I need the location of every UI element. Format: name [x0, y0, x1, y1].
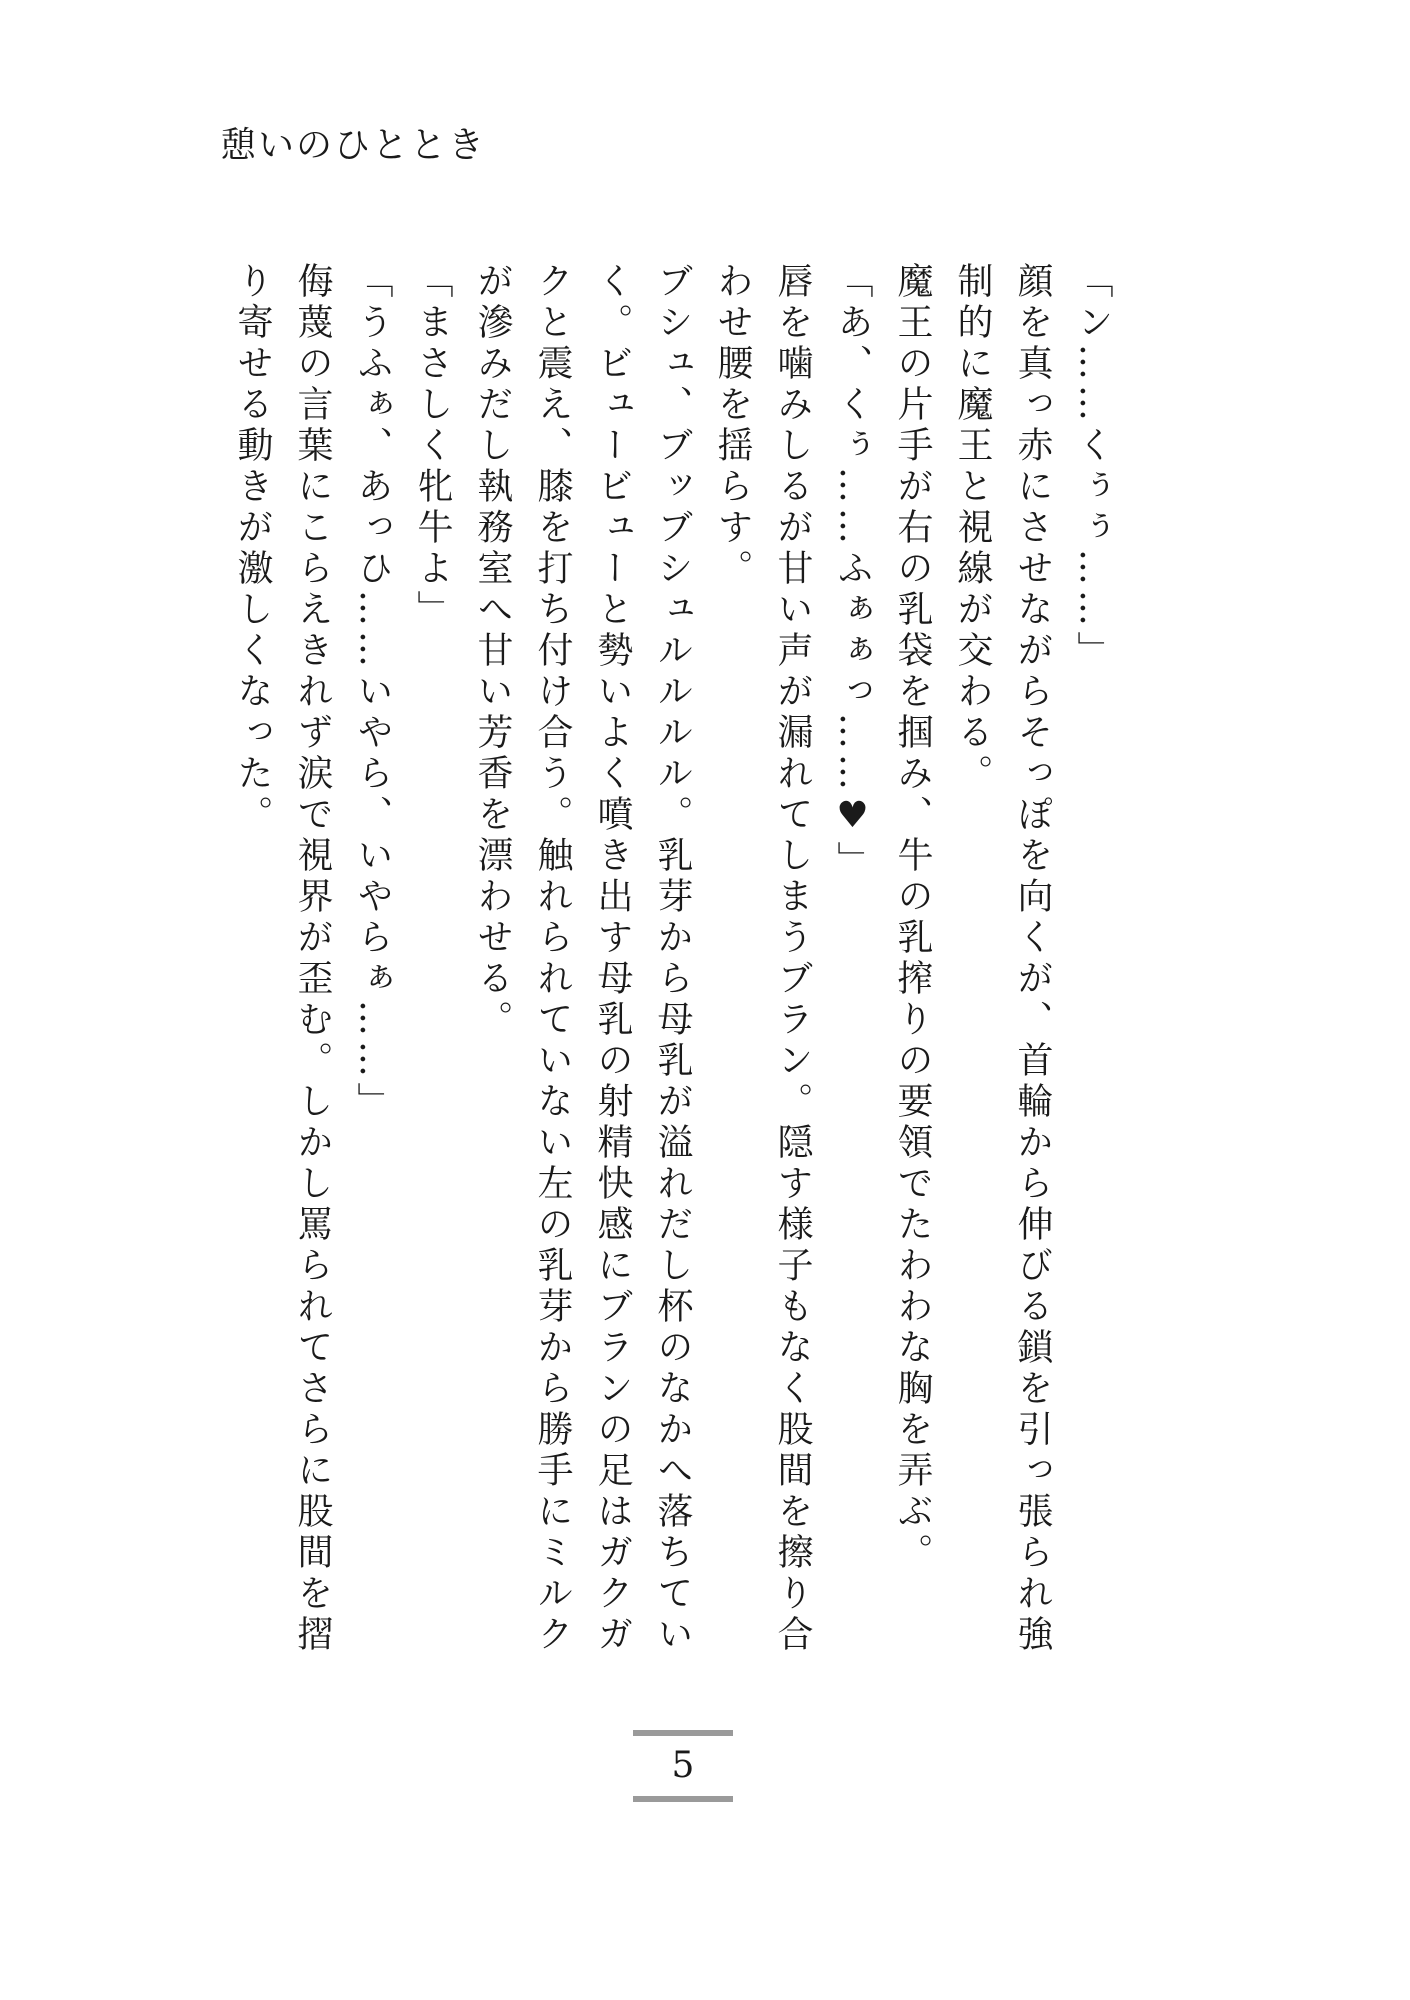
page-number: 5 — [671, 1745, 695, 1786]
folio-rule-bottom — [633, 1796, 733, 1802]
paragraph: 唇を噛みしるが甘い声が漏れてしまうブラン。隠す様子もなく股間を擦り合わせ腰を揺らす。 — [712, 262, 813, 1656]
paragraph: 「あ、くぅ……ふぁぁっ……♥」 — [832, 262, 873, 882]
page-folio — [633, 1730, 733, 1802]
vertical-body-text — [102, 262, 1122, 1682]
paragraph: 「うふぁ、あっひ……いやら、いやらぁ……」 — [352, 262, 393, 1123]
paragraph: 「ン……くぅぅ……」 — [1072, 262, 1113, 672]
paragraph: 侮蔑の言葉にこらえきれず涙で視界が歪む。しかし罵られてさらに股間を摺り寄せる動きが激しくなった。 — [232, 262, 333, 1656]
paragraph: ブシュ、ブッブシュルルルル。乳芽から母乳が溢れだし杯のなかへ落ちていく。ビュービューと勢いよく噴き出す母乳の射精快感にブランの足はガクガクと震え、膝を打ち付け合う。触れられていない左の乳芽から勝手にミルクが滲みだし執務室へ甘い芳香を漂わせる。 — [472, 262, 693, 1656]
running-head-title: 憩いのひととき — [220, 125, 487, 166]
paragraph: 魔王の片手が右の乳袋を掴み、牛の乳搾りの要領でたわわな胸を弄ぶ。 — [892, 262, 933, 1574]
paragraph: 「まさしく牝牛よ」 — [412, 262, 453, 631]
paragraph: 顔を真っ赤にさせながらそっぽを向くが、首輪から伸びる鎖を引っ張られ強制的に魔王と視線が交わる。 — [952, 262, 1053, 1656]
